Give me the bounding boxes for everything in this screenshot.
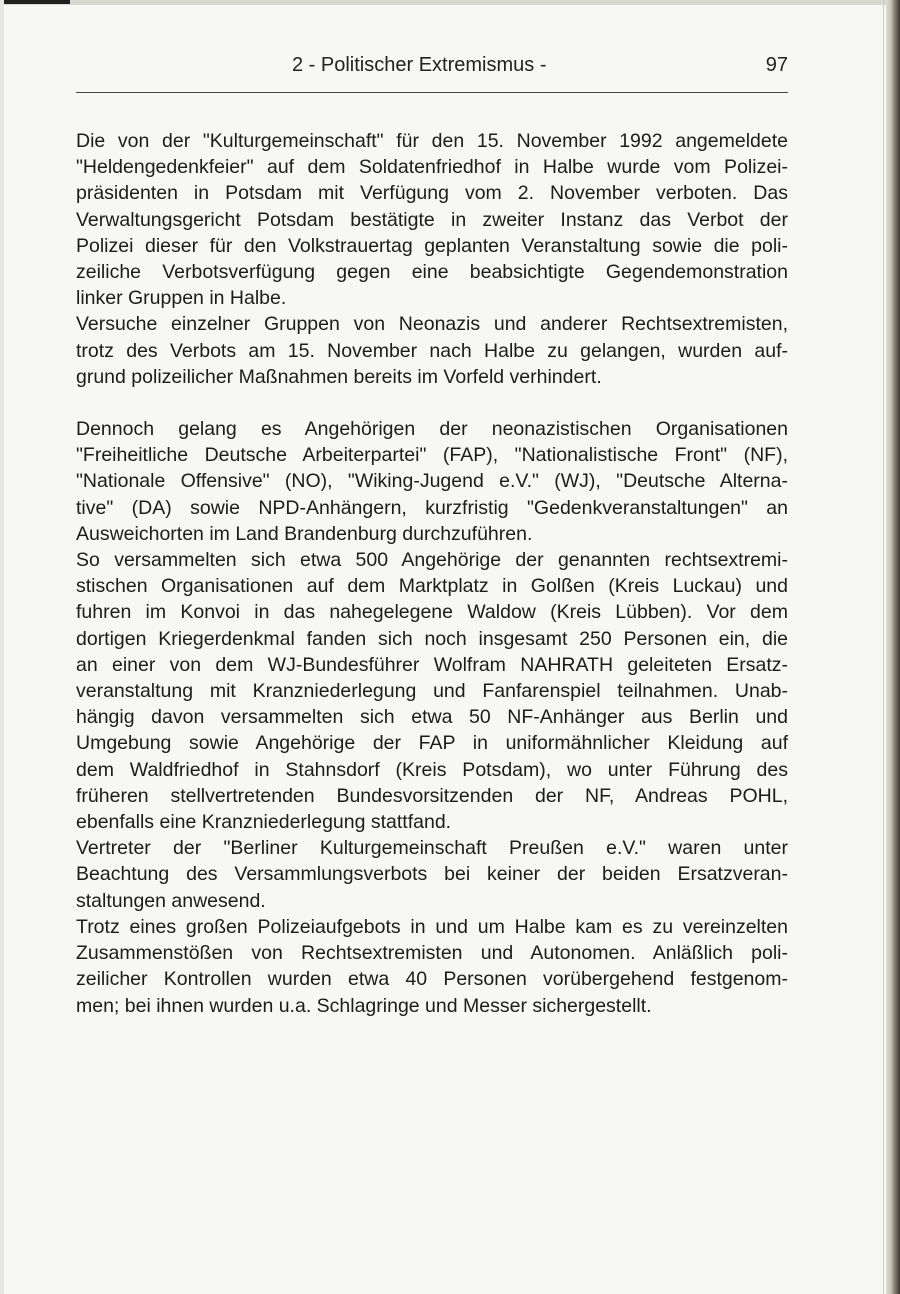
- text-line: fuhren im Konvoi in das nahegelegene Waldow (Kreis Lübben). Vor dem: [76, 601, 788, 624]
- text-line: Trotz eines großen Polizeiaufgebots in und um Halbe kam es zu vereinzelten: [76, 915, 788, 938]
- text-line: ebenfalls eine Kranzniederlegung stattfand.: [76, 811, 452, 834]
- text-line: stischen Organisationen auf dem Marktplatz in Golßen (Kreis Luckau) und: [76, 575, 788, 598]
- text-line: men; bei ihnen wurden u.a. Schlagringe und Messer sichergestellt.: [76, 994, 652, 1017]
- page-fold-line: [883, 0, 884, 1294]
- text-line: dem Waldfriedhof in Stahnsdorf (Kreis Potsdam), wo unter Führung des: [76, 758, 788, 781]
- page-left-edge: [0, 0, 4, 1294]
- paragraph: [76, 914, 788, 1019]
- text-line: "Nationale Offensive" (NO), "Wiking-Jugend e.V." (WJ), "Deutsche Alterna-: [76, 470, 788, 493]
- text-line: Vertreter der "Berliner Kulturgemeinschaft Preußen e.V." waren unter: [76, 837, 788, 860]
- text-line: zeilicher Kontrollen wurden etwa 40 Personen vorübergehend festgenom-: [76, 968, 788, 991]
- running-head: 2 - Politischer Extremismus -: [292, 54, 547, 76]
- paragraph: [76, 416, 788, 547]
- text-line: Polizei dieser für den Volkstrauertag geplanten Veranstaltung sowie die poli-: [76, 234, 788, 257]
- body-text: [76, 128, 788, 1019]
- text-line: dortigen Kriegerdenkmal fanden sich noch insgesamt 250 Personen ein, die: [76, 627, 788, 650]
- text-line: zeiliche Verbotsverfügung gegen eine beabsichtigte Gegendemonstration: [76, 261, 788, 284]
- text-line: hängig davon versammelten sich etwa 50 NF-Anhänger aus Berlin und: [76, 706, 788, 729]
- text-line: präsidenten in Potsdam mit Verfügung vom 2. November verboten. Das: [76, 182, 788, 205]
- header-rule: [76, 92, 788, 93]
- paragraph: [76, 128, 788, 311]
- paragraph-spacer: [76, 390, 788, 416]
- page-top-edge: [0, 0, 900, 5]
- text-line: tive" (DA) sowie NPD-Anhängern, kurzfristig "Gedenkveranstaltungen" an: [76, 496, 788, 519]
- text-line: staltungen anwesend.: [76, 889, 266, 912]
- text-line: Zusammenstößen von Rechtsextremisten und Autonomen. Anläßlich poli-: [76, 942, 788, 965]
- text-line: "Heldengedenkfeier" auf dem Soldatenfriedhof in Halbe wurde vom Polizei-: [76, 156, 788, 179]
- text-line: Ausweichorten im Land Brandenburg durchzuführen.: [76, 522, 533, 545]
- text-line: Versuche einzelner Gruppen von Neonazis und anderer Rechtsextremisten,: [76, 313, 788, 336]
- text-line: Beachtung des Versammlungsverbots bei keiner der beiden Ersatzveran-: [76, 863, 788, 886]
- text-line: Verwaltungsgericht Potsdam bestätigte in zweiter Instanz das Verbot der: [76, 208, 788, 231]
- text-line: grund polizeilicher Maßnahmen bereits im Vorfeld verhindert.: [76, 365, 602, 388]
- page-number: 97: [765, 54, 788, 76]
- paragraph: [76, 547, 788, 835]
- text-line: früheren stellvertretenden Bundesvorsitzenden der NF, Andreas POHL,: [76, 784, 788, 807]
- text-line: veranstaltung mit Kranzniederlegung und Fanfarenspiel teilnahmen. Unab-: [76, 680, 788, 703]
- text-line: an einer von dem WJ-Bundesführer Wolfram NAHRATH geleiteten Ersatz-: [76, 653, 788, 676]
- text-line: linker Gruppen in Halbe.: [76, 287, 287, 310]
- text-line: So versammelten sich etwa 500 Angehörige der genannten rechtsextremi-: [76, 549, 788, 572]
- paragraph: [76, 311, 788, 390]
- paragraph: [76, 835, 788, 914]
- text-line: Die von der "Kulturgemeinschaft" für den 15. November 1992 angemeldete: [76, 130, 788, 152]
- text-line: "Freiheitliche Deutsche Arbeiterpartei" (FAP), "Nationalistische Front" (NF),: [76, 444, 788, 467]
- page-corner-shadow: [0, 0, 70, 4]
- text-line: trotz des Verbots am 15. November nach Halbe zu gelangen, wurden auf-: [76, 339, 788, 362]
- text-line: Umgebung sowie Angehörige der FAP in uniformähnlicher Kleidung auf: [76, 732, 788, 755]
- page-header: [76, 48, 788, 88]
- text-line: Dennoch gelang es Angehörigen der neonazistischen Organisationen: [76, 418, 788, 441]
- book-binding-edge: [886, 0, 900, 1294]
